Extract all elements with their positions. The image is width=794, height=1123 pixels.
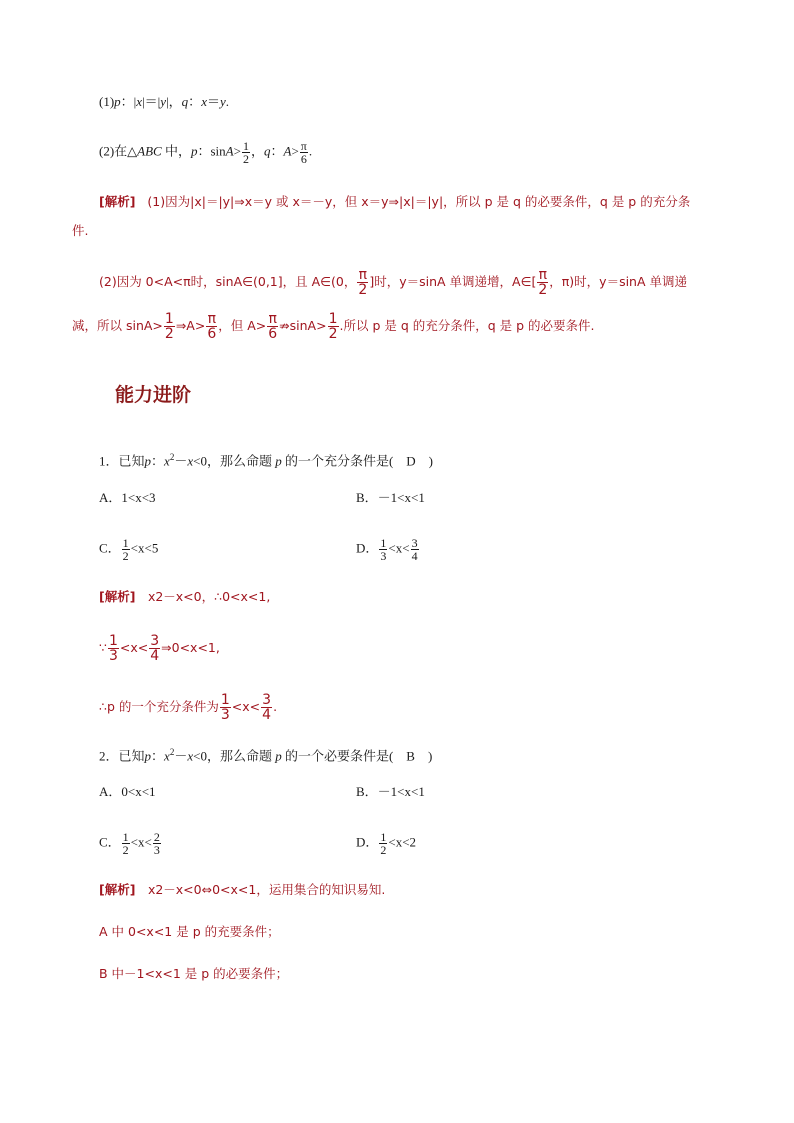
fraction xyxy=(122,831,130,856)
numerator: 1 xyxy=(380,830,387,844)
triangle-name: ABC xyxy=(137,143,162,159)
problem-1-option-a: A．1<x<3 xyxy=(99,490,156,505)
numerator: 1 xyxy=(328,311,338,327)
stem-text: ： xyxy=(151,748,165,764)
var-p: p xyxy=(275,748,282,764)
q1-text: ＝ xyxy=(206,94,220,109)
numerator: π xyxy=(300,139,307,153)
q2-number: (2)在△ xyxy=(99,143,138,159)
analysis-2-line-1 xyxy=(99,268,687,297)
analysis-text: ⇏sinA> xyxy=(279,318,327,333)
numerator: π xyxy=(358,267,368,283)
option-text: <x< xyxy=(388,540,410,556)
var-x: x xyxy=(201,94,207,109)
var-y: y xyxy=(160,94,167,109)
var-x: x xyxy=(136,94,143,109)
fraction xyxy=(149,634,160,663)
denominator: 2 xyxy=(538,282,548,298)
q1-text: ： xyxy=(188,94,202,109)
q2-text: ， xyxy=(250,143,264,159)
analysis-text: <x< xyxy=(231,699,261,714)
numerator: 1 xyxy=(220,692,230,708)
analysis-text: x2－x<0，∴0<x<1, xyxy=(135,589,271,604)
exponent: 2 xyxy=(169,747,175,757)
analysis-1-line-2 xyxy=(72,221,88,241)
numerator: π xyxy=(268,311,277,327)
stem-text: <0，那么命题 xyxy=(193,748,276,764)
var-y: y xyxy=(219,94,226,109)
analysis-text: ，π)时，y＝sinA 单调递 xyxy=(549,274,687,289)
denominator: 2 xyxy=(380,843,387,857)
q2-text: 中， xyxy=(161,143,191,159)
analysis-text: ∵ xyxy=(99,640,107,655)
exponent: 2 xyxy=(169,452,175,462)
option-label: D． xyxy=(356,540,379,556)
fraction xyxy=(153,831,161,856)
denominator: 4 xyxy=(411,549,418,563)
analysis-text: ，但 A> xyxy=(218,318,267,333)
option-label: D． xyxy=(356,834,379,850)
analysis-2-line-2 xyxy=(72,312,595,341)
numerator: 3 xyxy=(411,536,418,550)
analysis-1-line-1 xyxy=(99,192,690,212)
numerator: 2 xyxy=(153,830,160,844)
q1-number: (1) xyxy=(99,94,115,109)
problem-1-option-d xyxy=(356,537,420,562)
denominator: 6 xyxy=(207,326,217,342)
intro-question-1 xyxy=(99,92,229,112)
denominator: 2 xyxy=(164,326,174,342)
fraction xyxy=(261,693,272,722)
q2-text: ：sin xyxy=(197,143,226,159)
denominator: 2 xyxy=(122,843,129,857)
numerator: π xyxy=(207,311,216,327)
fraction xyxy=(220,693,231,722)
var-p: p xyxy=(144,748,152,764)
analysis-tag: [解析] xyxy=(99,882,136,897)
option-text: <x<5 xyxy=(130,540,159,556)
denominator: 3 xyxy=(108,648,118,664)
analysis-text: .所以 p 是 q 的充分条件，q 是 p 的必要条件. xyxy=(339,318,595,333)
fraction xyxy=(108,634,119,663)
section-title: 能力进阶 xyxy=(115,384,192,406)
problem-1-option-b: B．－1<x<1 xyxy=(356,490,425,505)
fraction xyxy=(379,831,387,856)
stem-text: 的一个必要条件是( B ) xyxy=(281,748,433,764)
q-label: q xyxy=(263,143,271,159)
option-label: C． xyxy=(99,540,121,556)
fraction xyxy=(122,537,130,562)
denominator: 3 xyxy=(380,549,387,563)
denominator: 3 xyxy=(220,707,230,723)
analysis-text: ⇒0<x<1, xyxy=(161,640,220,655)
analysis-text: ]时，y＝sinA 单调递增，A∈[ xyxy=(369,274,537,289)
var-A: A xyxy=(225,143,234,159)
analysis-text: . xyxy=(273,699,278,714)
q1-text: . xyxy=(225,94,230,109)
problem-2-option-a: A．0<x<1 xyxy=(99,784,156,799)
fraction xyxy=(357,268,368,297)
p-label: p xyxy=(114,94,121,109)
problem-2-solution-2: A 中 0<x<1 是 p 的充要条件； xyxy=(99,924,280,939)
q2-text: ： xyxy=(270,143,284,159)
denominator: 4 xyxy=(150,648,160,664)
analysis-text: x2－x<0⇔0<x<1，运用集合的知识易知. xyxy=(135,882,386,897)
numerator: 1 xyxy=(108,633,118,649)
stem-text: － xyxy=(174,453,188,469)
problem-1-solution-3 xyxy=(99,693,277,722)
var-A: A xyxy=(283,143,292,159)
denominator: 2 xyxy=(122,549,129,563)
analysis-text: 减，所以 sinA> xyxy=(72,318,163,333)
stem-text: 2．已知 xyxy=(99,748,145,764)
denominator: 6 xyxy=(268,326,278,342)
var-p: p xyxy=(144,453,152,469)
stem-text: 的一个充分条件是( D ) xyxy=(281,453,433,469)
numerator: 1 xyxy=(380,536,387,550)
fraction xyxy=(242,140,250,165)
q1-text: |＝| xyxy=(142,94,161,109)
analysis-text: (1)因为|x|＝|y|⇒x＝y 或 x＝－y，但 x＝y⇒|x|＝|y|，所以 p 是 q 的必要条件，q 是 p 的充分条 xyxy=(147,194,691,209)
numerator: π xyxy=(538,267,548,283)
problem-2-solution-3: B 中－1<x<1 是 p 的必要条件； xyxy=(99,966,289,981)
denominator: 2 xyxy=(328,326,338,342)
fraction xyxy=(164,312,175,341)
problem-2-solution-1 xyxy=(99,880,385,900)
q2-text: > xyxy=(233,143,241,159)
fraction xyxy=(379,537,387,562)
analysis-tag: [解析] xyxy=(99,589,136,604)
fraction xyxy=(267,312,278,341)
analysis-text: <x< xyxy=(119,640,149,655)
stem-text: <0，那么命题 xyxy=(193,453,276,469)
option-label: C． xyxy=(99,834,121,850)
problem-1-option-c xyxy=(99,537,158,562)
q-label: q xyxy=(181,94,189,109)
numerator: 1 xyxy=(122,830,129,844)
numerator: 1 xyxy=(164,311,174,327)
var-x: x xyxy=(187,748,194,764)
fraction xyxy=(411,537,419,562)
analysis-text: ⇒A> xyxy=(175,318,206,333)
problem-1-solution-1 xyxy=(99,587,270,607)
q2-text: > xyxy=(291,143,299,159)
q2-text: . xyxy=(308,143,313,159)
denominator: 3 xyxy=(153,843,160,857)
problem-2-option-c xyxy=(99,831,162,856)
var-x: x xyxy=(164,453,170,469)
option-text: <x< xyxy=(130,834,152,850)
denominator: 2 xyxy=(242,152,249,166)
problem-2-stem xyxy=(99,742,432,766)
var-p: p xyxy=(275,453,282,469)
problem-2-option-b: B．－1<x<1 xyxy=(356,784,425,799)
var-x: x xyxy=(164,748,170,764)
fraction xyxy=(328,312,339,341)
denominator: 6 xyxy=(300,152,307,166)
option-text: <x<2 xyxy=(388,834,417,850)
fraction xyxy=(300,140,308,165)
stem-text: ： xyxy=(151,453,165,469)
problem-1-stem xyxy=(99,447,433,471)
analysis-tag: [解析] xyxy=(99,194,136,209)
fraction xyxy=(537,268,548,297)
problem-1-solution-2 xyxy=(99,634,220,663)
numerator: 1 xyxy=(122,536,129,550)
p-label: p xyxy=(190,143,198,159)
denominator: 2 xyxy=(358,282,368,298)
stem-text: 1．已知 xyxy=(99,453,145,469)
analysis-text: 件. xyxy=(72,223,89,238)
problem-2-option-d xyxy=(356,831,416,856)
q1-text: ：| xyxy=(120,94,137,109)
analysis-text: (2)因为 0<A<π时，sinA∈(0,1]，且 A∈(0， xyxy=(99,274,357,289)
denominator: 4 xyxy=(262,707,272,723)
stem-text: － xyxy=(174,748,188,764)
numerator: 1 xyxy=(242,139,249,153)
intro-question-2 xyxy=(99,140,312,165)
numerator: 3 xyxy=(150,633,160,649)
q1-text: |， xyxy=(166,94,182,109)
var-x: x xyxy=(187,453,194,469)
fraction xyxy=(206,312,217,341)
analysis-text: ∴p 的一个充分条件为 xyxy=(99,699,219,714)
numerator: 3 xyxy=(262,692,272,708)
